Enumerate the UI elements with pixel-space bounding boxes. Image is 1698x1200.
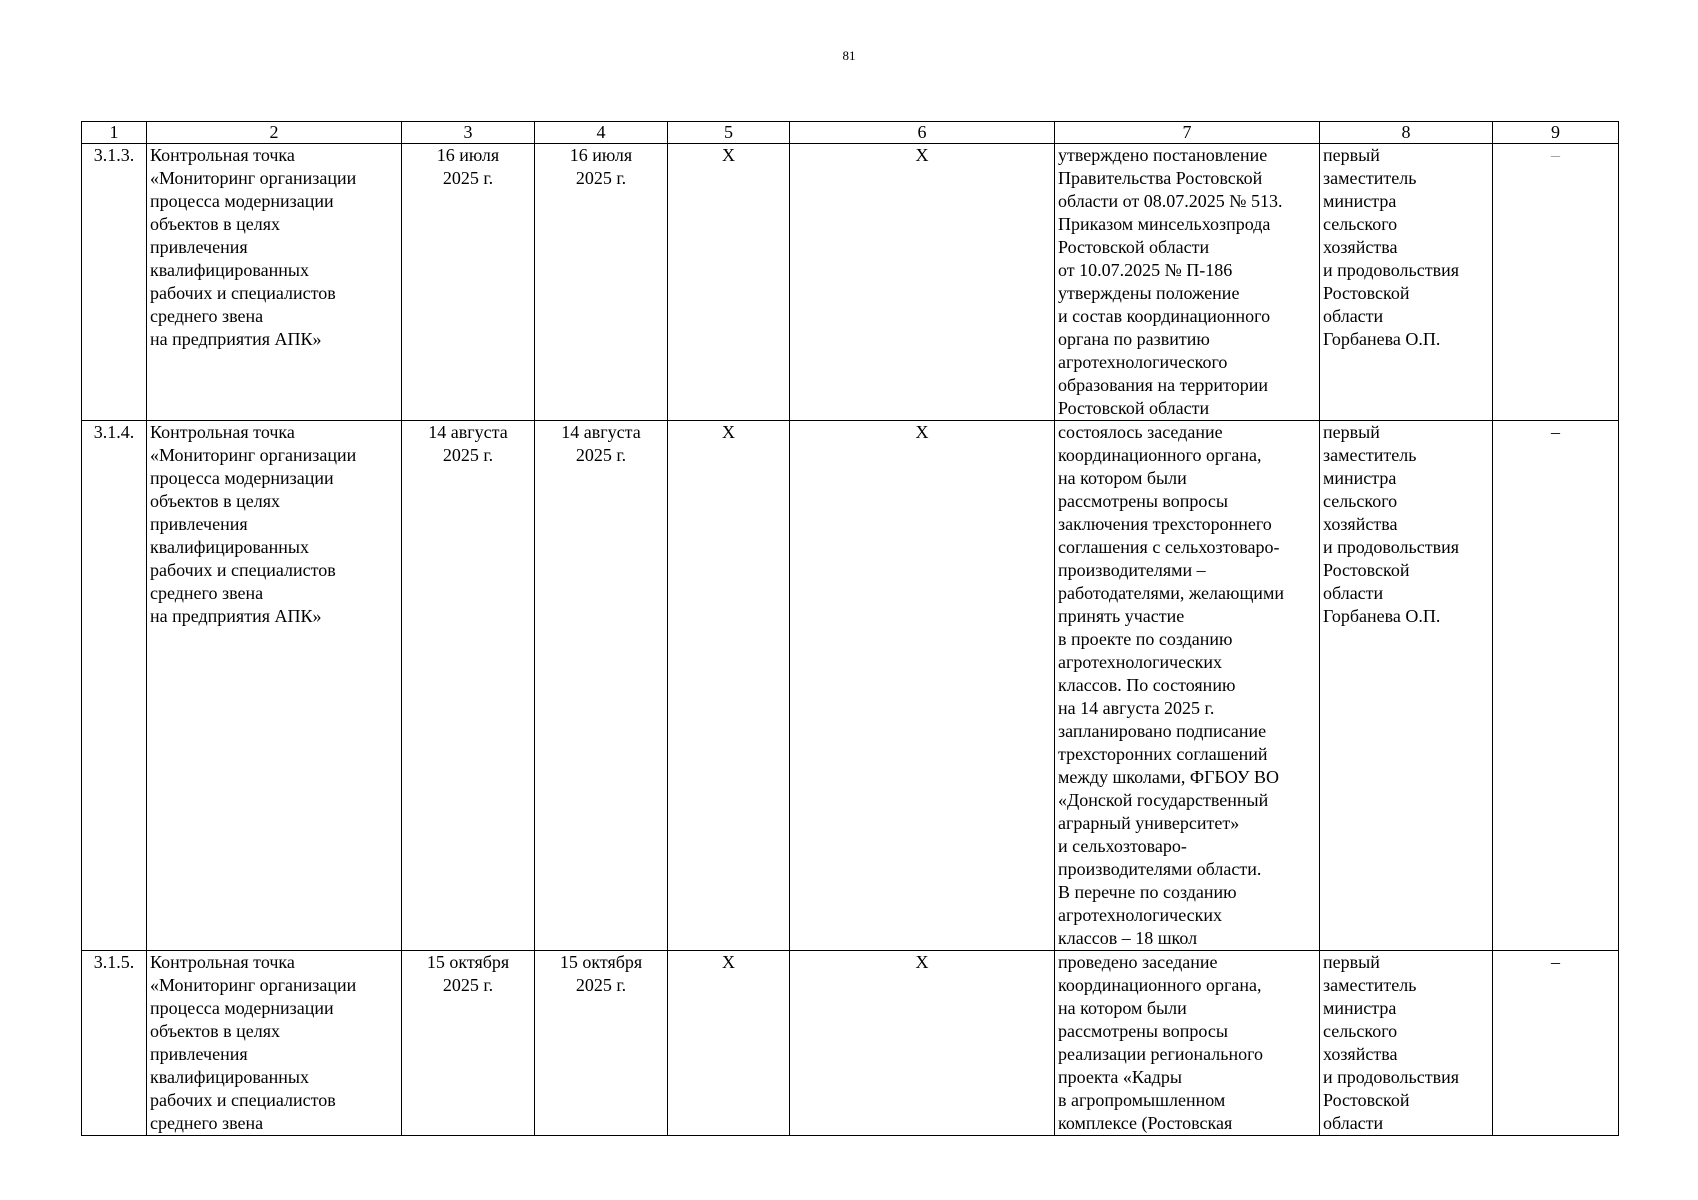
event-name-line: процесса модернизации (150, 468, 334, 488)
event-name-line: объектов в целях (150, 1021, 281, 1041)
event-name-line: объектов в целях (150, 214, 281, 234)
result-line: на 14 августа 2025 г. (1058, 698, 1215, 718)
result-line: классов. По состоянию (1058, 675, 1236, 695)
result-line: производителями – (1058, 560, 1206, 580)
event-name-line: среднего звена (150, 306, 264, 326)
result-line: органа по развитию (1058, 329, 1210, 349)
actual-date-line: 16 июля (569, 145, 633, 165)
responsible-line: министра (1323, 468, 1397, 488)
col-header-2: 2 (147, 122, 402, 144)
col9-cell: – (1493, 144, 1619, 421)
responsible-line: первый (1323, 145, 1380, 165)
responsible-line: заместитель (1323, 975, 1417, 995)
event-name-line: «Мониторинг организации (150, 445, 357, 465)
result-line: трехсторонних соглашений (1058, 744, 1268, 764)
result-line: проведено заседание (1058, 952, 1218, 972)
result-line: Ростовской области (1058, 237, 1210, 257)
planned-date-line: 2025 г. (442, 168, 494, 188)
result-line: рассмотрены вопросы (1058, 1021, 1228, 1041)
result-line: утверждено постановление (1058, 145, 1268, 165)
row-number-cell: 3.1.5. (82, 951, 147, 1136)
planned-date-line: 14 августа (428, 422, 508, 442)
row-number-cell: 3.1.4. (82, 421, 147, 951)
result-line: агротехнологического (1058, 352, 1228, 372)
col9-cell: – (1493, 951, 1619, 1136)
col-header-9: 9 (1493, 122, 1619, 144)
result-cell (1055, 144, 1320, 421)
actual-date-cell (535, 421, 668, 951)
result-line: и состав координационного (1058, 306, 1271, 326)
col-header-1: 1 (82, 122, 147, 144)
col-header-6: 6 (790, 122, 1055, 144)
responsible-line: Горбанева О.П. (1323, 606, 1441, 626)
responsible-line: сельского (1323, 1021, 1398, 1041)
event-name-line: квалифицированных (150, 260, 309, 280)
col5-cell: X (668, 144, 790, 421)
result-line: «Донской государственный (1058, 790, 1269, 810)
event-name-cell (147, 144, 402, 421)
result-line: соглашения с сельхозтоваро- (1058, 537, 1280, 557)
responsible-line: первый (1323, 422, 1380, 442)
event-name-cell (147, 951, 402, 1136)
event-name-cell (147, 421, 402, 951)
event-name-line: квалифицированных (150, 537, 309, 557)
result-line: запланировано подписание (1058, 721, 1267, 741)
responsible-line: министра (1323, 998, 1397, 1018)
event-name-line: среднего звена (150, 1113, 264, 1133)
result-line: Ростовской области (1058, 398, 1210, 418)
result-line: в проекте по созданию (1058, 629, 1233, 649)
result-line: координационного органа, (1058, 975, 1262, 995)
planned-date-cell (402, 421, 535, 951)
responsible-line: области (1323, 1113, 1384, 1133)
result-line: проекта «Кадры (1058, 1067, 1182, 1087)
responsible-line: Ростовской (1323, 1090, 1410, 1110)
col-header-8: 8 (1320, 122, 1493, 144)
responsible-cell (1320, 144, 1493, 421)
event-name-line: рабочих и специалистов (150, 1090, 336, 1110)
responsible-line: сельского (1323, 491, 1398, 511)
event-name-line: среднего звена (150, 583, 264, 603)
responsible-line: и продовольствия (1323, 260, 1460, 280)
result-line: Правительства Ростовской (1058, 168, 1263, 188)
responsible-cell (1320, 951, 1493, 1136)
page-number: 81 (842, 48, 856, 63)
planned-date-line: 2025 г. (442, 445, 494, 465)
event-name-line: привлечения (150, 1044, 248, 1064)
event-name-line: на предприятия АПК» (150, 606, 322, 626)
event-name-line: процесса модернизации (150, 191, 334, 211)
responsible-line: Горбанева О.П. (1323, 329, 1441, 349)
result-cell (1055, 421, 1320, 951)
responsible-line: заместитель (1323, 168, 1417, 188)
responsible-line: и продовольствия (1323, 1067, 1460, 1087)
col-header-4: 4 (535, 122, 668, 144)
event-name-line: процесса модернизации (150, 998, 334, 1018)
result-line: от 10.07.2025 № П-186 (1058, 260, 1233, 280)
table-row (82, 421, 1619, 951)
result-line: классов – 18 школ (1058, 928, 1198, 948)
responsible-line: и продовольствия (1323, 537, 1460, 557)
col5-cell: X (668, 951, 790, 1136)
result-line: координационного органа, (1058, 445, 1262, 465)
actual-date-cell (535, 144, 668, 421)
actual-date-cell (535, 951, 668, 1136)
header-row (82, 122, 1619, 144)
result-line: на котором были (1058, 998, 1187, 1018)
event-name-line: Контрольная точка (150, 952, 295, 972)
result-line: работодателями, желающими (1058, 583, 1284, 603)
col-header-7: 7 (1055, 122, 1320, 144)
col9-cell: – (1493, 421, 1619, 951)
result-line: принять участие (1058, 606, 1185, 626)
result-line: образования на территории (1058, 375, 1268, 395)
col5-cell: X (668, 421, 790, 951)
result-line: агротехнологических (1058, 652, 1223, 672)
responsible-line: первый (1323, 952, 1380, 972)
event-name-line: привлечения (150, 237, 248, 257)
event-name-line: рабочих и специалистов (150, 560, 336, 580)
row-number-cell: 3.1.3. (82, 144, 147, 421)
planned-date-line: 2025 г. (442, 975, 494, 995)
result-line: области от 08.07.2025 № 513. (1058, 191, 1283, 211)
planned-date-cell (402, 144, 535, 421)
result-line: реализации регионального (1058, 1044, 1264, 1064)
responsible-line: Ростовской (1323, 560, 1410, 580)
planned-date-cell (402, 951, 535, 1136)
col6-cell: X (790, 421, 1055, 951)
event-name-line: рабочих и специалистов (150, 283, 336, 303)
col6-cell: X (790, 144, 1055, 421)
table-row (82, 951, 1619, 1136)
table-row (82, 144, 1619, 421)
actual-date-line: 14 августа (561, 422, 641, 442)
responsible-line: области (1323, 306, 1384, 326)
responsible-line: министра (1323, 191, 1397, 211)
result-line: утверждены положение (1058, 283, 1240, 303)
result-line: состоялось заседание (1058, 422, 1223, 442)
result-line: комплексе (Ростовская (1058, 1113, 1233, 1133)
result-line: рассмотрены вопросы (1058, 491, 1228, 511)
event-name-line: Контрольная точка (150, 145, 295, 165)
result-cell (1055, 951, 1320, 1136)
actual-date-line: 2025 г. (575, 975, 627, 995)
col-header-3: 3 (402, 122, 535, 144)
event-name-line: привлечения (150, 514, 248, 534)
event-name-line: объектов в целях (150, 491, 281, 511)
responsible-line: заместитель (1323, 445, 1417, 465)
responsible-line: хозяйства (1323, 1044, 1398, 1064)
col-header-5: 5 (668, 122, 790, 144)
responsible-line: области (1323, 583, 1384, 603)
planned-date-line: 16 июля (436, 145, 500, 165)
col6-cell: X (790, 951, 1055, 1136)
responsible-cell (1320, 421, 1493, 951)
result-line: в агропромышленном (1058, 1090, 1226, 1110)
event-name-line: квалифицированных (150, 1067, 309, 1087)
result-line: заключения трехстороннего (1058, 514, 1272, 534)
event-name-line: на предприятия АПК» (150, 329, 322, 349)
event-name-line: Контрольная точка (150, 422, 295, 442)
result-line: между школами, ФГБОУ ВО (1058, 767, 1280, 787)
result-line: Приказом минсельхозпрода (1058, 214, 1271, 234)
planned-date-line: 15 октября (426, 952, 510, 972)
event-name-line: «Мониторинг организации (150, 975, 357, 995)
result-line: на котором были (1058, 468, 1187, 488)
responsible-line: хозяйства (1323, 237, 1398, 257)
report-table (81, 121, 1619, 1136)
responsible-line: сельского (1323, 214, 1398, 234)
actual-date-line: 2025 г. (575, 445, 627, 465)
actual-date-line: 15 октября (559, 952, 643, 972)
result-line: производителями области. (1058, 859, 1262, 879)
responsible-line: Ростовской (1323, 283, 1410, 303)
event-name-line: «Мониторинг организации (150, 168, 357, 188)
result-line: В перечне по созданию (1058, 882, 1237, 902)
result-line: и сельхозтоваро- (1058, 836, 1187, 856)
result-line: агротехнологических (1058, 905, 1223, 925)
actual-date-line: 2025 г. (575, 168, 627, 188)
result-line: аграрный университет» (1058, 813, 1240, 833)
responsible-line: хозяйства (1323, 514, 1398, 534)
